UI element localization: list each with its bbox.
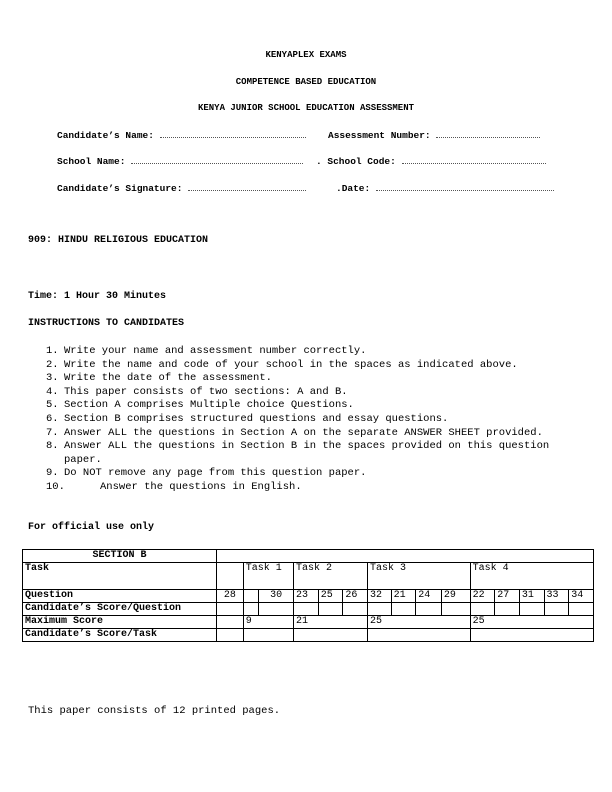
question-number: 28 <box>217 590 244 603</box>
table-row <box>23 563 594 590</box>
signature-line[interactable] <box>188 182 306 191</box>
score-input-cell[interactable] <box>367 603 391 616</box>
question-number: 27 <box>495 590 520 603</box>
maximum-score-label: Maximum Score <box>23 616 217 629</box>
score-input-cell[interactable] <box>217 603 244 616</box>
school-code-line[interactable] <box>402 155 546 164</box>
question-label: Question <box>23 590 217 603</box>
question-number: 34 <box>569 590 594 603</box>
task-score-input[interactable] <box>367 629 470 642</box>
table-row <box>23 629 594 642</box>
instruction-item: 9. Do NOT remove any page from this question paper. <box>46 467 367 480</box>
question-number: 25 <box>318 590 343 603</box>
date-line[interactable] <box>376 182 554 191</box>
school-name-line[interactable] <box>131 155 303 164</box>
candidate-score-task-label: Candidate’s Score/Task <box>23 629 217 642</box>
paper-title: 909: HINDU RELIGIOUS EDUCATION <box>28 235 209 246</box>
task-score-input[interactable] <box>470 629 593 642</box>
instruction-item: 5. Section A comprises Multiple choice Questions. <box>46 399 354 412</box>
exam-body-title: KENYAPLEX EXAMS <box>265 50 347 60</box>
empty-cell <box>217 563 244 590</box>
assessment-title: KENYA JUNIOR SCHOOL EDUCATION ASSESSMENT <box>197 103 415 113</box>
score-input-cell[interactable] <box>519 603 544 616</box>
assessment-number-field[interactable] <box>328 129 540 141</box>
official-use-label: For official use only <box>28 522 155 533</box>
assessment-number-label: Assessment Number: <box>328 130 431 141</box>
task-score-input[interactable] <box>243 629 293 642</box>
question-number: 29 <box>441 590 470 603</box>
max-score-task-2: 21 <box>294 616 368 629</box>
score-input-cell[interactable] <box>294 603 319 616</box>
score-input-cell[interactable] <box>343 603 368 616</box>
max-score-task-1: 9 <box>243 616 293 629</box>
instruction-item: 1. Write your name and assessment number correctly. <box>46 345 367 357</box>
instruction-item: 2. Write the name and code of your school in the spaces as indicated above. <box>46 358 518 371</box>
instruction-item: 10. Answer the questions in English. <box>46 480 302 493</box>
instruction-item: 8. Answer ALL the questions in Section B in the spaces provided on this question paper. <box>46 440 550 466</box>
candidate-name-label: Candidate’s Name: <box>57 130 154 141</box>
task-label: Task <box>23 563 217 590</box>
score-input-cell[interactable] <box>495 603 520 616</box>
question-number <box>243 590 258 603</box>
task-4-header: Task 4 <box>470 563 593 590</box>
table-row <box>23 603 594 616</box>
empty-cell <box>217 629 244 642</box>
assessment-number-line[interactable] <box>436 129 540 138</box>
time-allowed: Time: 1 Hour 30 Minutes <box>28 291 167 302</box>
score-input-cell[interactable] <box>416 603 442 616</box>
task-3-header: Task 3 <box>367 563 470 590</box>
score-input-cell[interactable] <box>259 603 294 616</box>
instructions-heading: INSTRUCTIONS TO CANDIDATES <box>28 318 185 329</box>
candidate-name-line[interactable] <box>160 129 306 138</box>
task-score-input[interactable] <box>294 629 368 642</box>
question-number: 21 <box>391 590 416 603</box>
table-row <box>23 590 594 603</box>
question-number: 30 <box>259 590 294 603</box>
table-row <box>23 616 594 629</box>
score-input-cell[interactable] <box>318 603 343 616</box>
score-input-cell[interactable] <box>569 603 594 616</box>
question-number: 24 <box>416 590 442 603</box>
date-label: .Date: <box>336 183 371 194</box>
candidate-score-question-label: Candidate’s Score/Question <box>23 603 217 616</box>
score-input-cell[interactable] <box>544 603 569 616</box>
question-number: 32 <box>367 590 391 603</box>
school-code-label: . School Code: <box>316 156 396 167</box>
candidate-name-field[interactable] <box>57 129 306 141</box>
page-count-note: This paper consists of 12 printed pages. <box>28 705 281 717</box>
score-input-cell[interactable] <box>441 603 470 616</box>
max-score-task-3: 25 <box>367 616 470 629</box>
school-name-field[interactable] <box>57 155 303 167</box>
date-field[interactable] <box>336 182 554 194</box>
task-1-header: Task 1 <box>243 563 293 590</box>
empty-cell <box>217 550 594 563</box>
question-number: 26 <box>343 590 368 603</box>
score-input-cell[interactable] <box>470 603 495 616</box>
empty-cell <box>217 616 244 629</box>
instruction-item: 6. Section B comprises structured questions and essay questions. <box>46 412 449 425</box>
school-name-label: School Name: <box>57 156 126 167</box>
question-number: 31 <box>519 590 544 603</box>
instruction-item: 4. This paper consists of two sections: A and B. <box>46 385 348 398</box>
signature-label: Candidate’s Signature: <box>57 183 183 194</box>
question-number: 33 <box>544 590 569 603</box>
score-table <box>22 549 594 642</box>
task-2-header: Task 2 <box>294 563 368 590</box>
question-number: 23 <box>294 590 319 603</box>
school-code-field[interactable] <box>316 155 546 167</box>
signature-field[interactable] <box>57 182 306 194</box>
instructions-list <box>46 345 592 495</box>
score-input-cell[interactable] <box>391 603 416 616</box>
instruction-item: 3. Write the date of the assessment. <box>46 372 272 385</box>
section-b-header: SECTION B <box>23 550 217 563</box>
max-score-task-4: 25 <box>470 616 593 629</box>
question-number: 22 <box>470 590 495 603</box>
table-row <box>23 550 594 563</box>
curriculum-title: COMPETENCE BASED EDUCATION <box>235 77 377 87</box>
score-input-cell[interactable] <box>243 603 258 616</box>
instruction-item: 7. Answer ALL the questions in Section A on the separate ANSWER SHEET provided. <box>46 426 543 439</box>
